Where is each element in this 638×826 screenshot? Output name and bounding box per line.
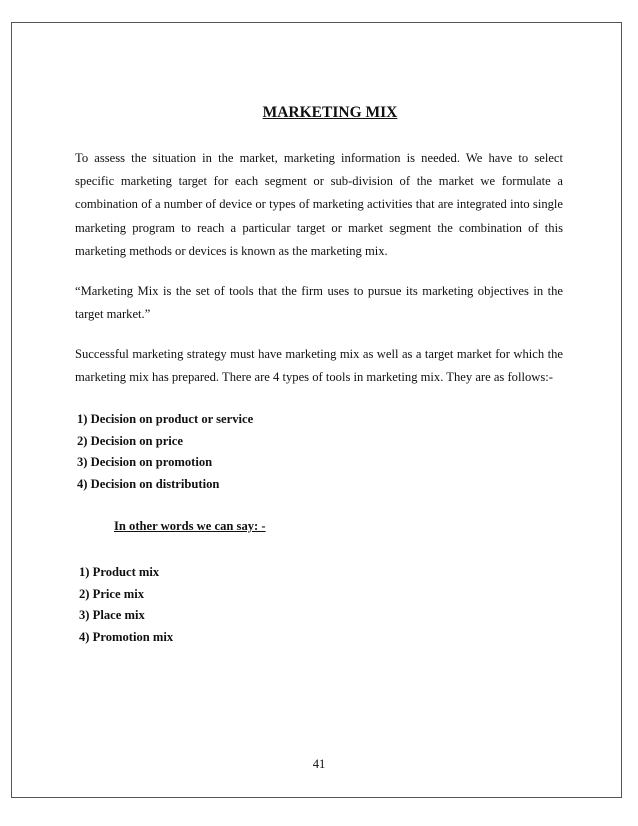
page-title: MARKETING MIX	[262, 104, 398, 121]
list-item: 3) Place mix	[79, 608, 145, 622]
list-item: 3) Decision on promotion	[77, 455, 213, 469]
paragraph-strategy: Successful marketing strategy must have marketing mix as well as a target market for which the marketing mix has prepared. There are 4 types of tools in marketing mix. They are as follows:-	[75, 347, 563, 385]
list-item: 1) Decision on product or service	[77, 412, 254, 426]
page-number: 41	[312, 757, 326, 771]
list-item: 4) Promotion mix	[79, 629, 174, 644]
paragraph-definition-quote: “Marketing Mix is the set of tools that the firm uses to pursue its marketing objectives in the target market.”	[75, 284, 563, 322]
mix-list	[79, 562, 173, 648]
list-item: 1) Product mix	[79, 565, 160, 579]
list-item: 2) Decision on price	[77, 433, 183, 448]
subheading: In other words we can say: -	[114, 519, 266, 533]
decision-list	[77, 409, 253, 495]
paragraph-intro: To assess the situation in the market, marketing information is needed. We have to select specific marketing target for each segment or sub-division of the market we formulate a combination of a number of device or types of marketing activities that are integrated into single marketing program to reach a particular target or market segment the combination of this marketing methods or devices is known as the marketing mix.	[75, 151, 563, 258]
list-item: 2) Price mix	[79, 586, 145, 601]
list-item: 4) Decision on distribution	[77, 476, 220, 491]
